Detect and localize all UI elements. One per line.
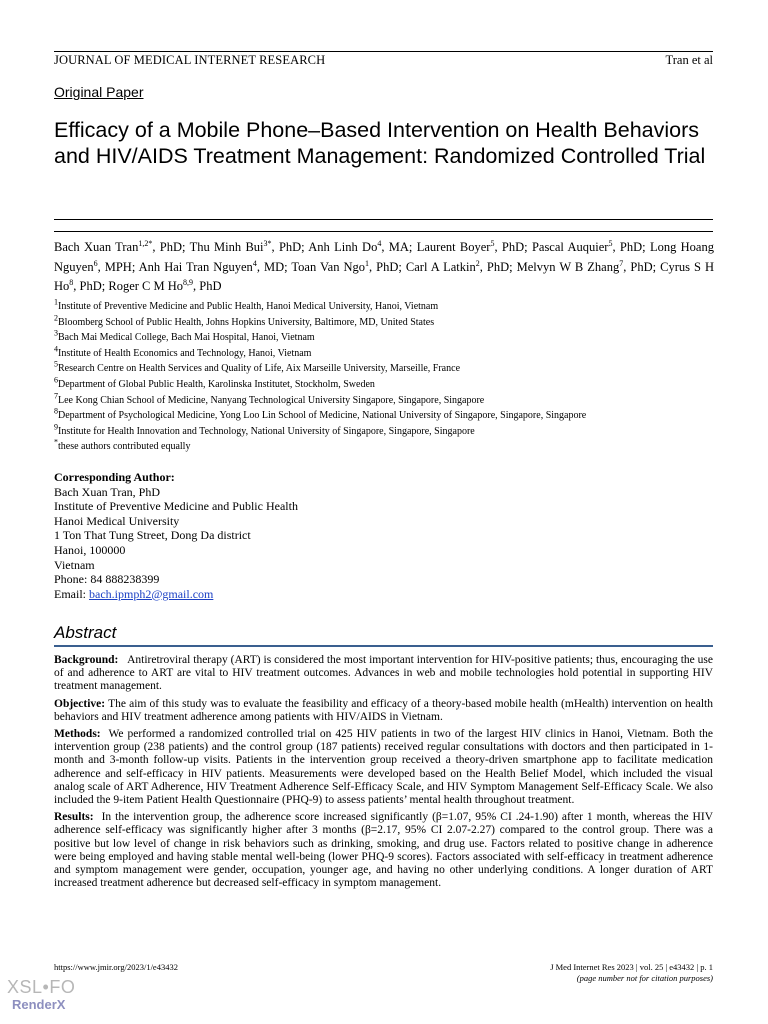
- author-degree: , PhD;: [479, 259, 517, 274]
- author-affiliation-marker: 4: [252, 258, 257, 268]
- author-affiliation-marker: 7: [619, 258, 624, 268]
- author: [108, 279, 221, 293]
- abstract-rule: [54, 645, 713, 647]
- footer-note: (page number not for citation purposes): [576, 973, 713, 983]
- affiliation-marker: 4: [54, 344, 58, 354]
- affiliation-text: Bloomberg School of Public Health, Johns Hopkins University, Baltimore, MD, United States: [58, 316, 435, 328]
- author-affiliation-marker: 5: [490, 238, 495, 248]
- authors-rule: [54, 231, 713, 232]
- abstract-background: [54, 654, 713, 694]
- author-name: Anh Hai Tran Nguyen: [138, 259, 253, 274]
- author-name: Thu Minh Bui: [189, 240, 264, 254]
- affiliation: [54, 330, 734, 346]
- affiliation-text: Department of Psychological Medicine, Yong Loo Lin School of Medicine, National University of Singapore, Singapore, Singapore: [58, 410, 587, 422]
- author: [532, 240, 650, 254]
- affiliation-text: these authors contributed equally: [58, 441, 191, 453]
- corresponding-line: Vietnam: [54, 557, 95, 572]
- author-affiliation-marker: 2: [475, 258, 480, 268]
- author: [54, 240, 190, 254]
- author-affiliation-marker: 3*: [263, 238, 272, 248]
- abstract-section-label: Objective:: [54, 697, 106, 710]
- author: [517, 260, 660, 274]
- author-name: Long Hoang Nguyen: [54, 240, 714, 274]
- author-affiliation-marker: 1: [365, 258, 369, 268]
- affiliation-marker: 3: [54, 328, 58, 338]
- affiliation-text: Institute for Health Innovation and Technology, National University of Singapore, Singapore, Singapore: [58, 425, 475, 437]
- abstract-body: [54, 654, 713, 894]
- affiliation-text: Research Centre on Health Services and Quality of Life, Aix Marseille University, Marseille, France: [58, 363, 461, 375]
- running-author: Tran et al: [665, 53, 713, 67]
- affiliation-marker: 5: [54, 360, 58, 370]
- author-name: Melvyn W B Zhang: [516, 259, 620, 274]
- author-degree: , PhD;: [73, 279, 109, 293]
- affiliation: [54, 424, 734, 440]
- author-name: Bach Xuan Tran: [54, 240, 139, 254]
- corresponding-line: Institute of Preventive Medicine and Public Health: [54, 499, 298, 514]
- affiliation-marker: 9: [54, 422, 58, 432]
- logo-line-1: XSL•FO: [7, 977, 76, 997]
- author-affiliation-marker: 1,2*: [138, 238, 153, 248]
- abstract-section-label: Methods:: [54, 728, 101, 741]
- email-line: [54, 587, 298, 602]
- affiliation-text: Institute of Preventive Medicine and Public Health, Hanoi Medical University, Hanoi, Vietnam: [58, 301, 439, 312]
- author: [190, 240, 309, 254]
- author-degree: , MPH;: [97, 259, 139, 274]
- header-rule: [54, 51, 713, 52]
- affiliation-marker: 1: [54, 297, 58, 307]
- abstract-heading: Abstract: [54, 623, 117, 642]
- affiliation: [54, 377, 734, 393]
- author-name: Toan Van Ngo: [291, 259, 365, 274]
- author-degree: , PhD: [193, 279, 222, 293]
- affiliation-text: Bach Mai Medical College, Bach Mai Hospital, Hanoi, Vietnam: [58, 332, 315, 344]
- email-link[interactable]: bach.ipmph2@gmail.com: [89, 586, 214, 601]
- author-degree: , PhD;: [369, 259, 406, 274]
- abstract-section-text: The aim of this study was to evaluate the feasibility and efficacy of a theory-based mobile health (mHealth) intervention on health behaviors and HIV treatment adherence among patients with HIV/AIDS in Vietnam.: [54, 697, 714, 723]
- affiliation: [54, 315, 734, 331]
- author-name: Anh Linh Do: [308, 240, 378, 254]
- corresponding-line: Phone: 84 888238399: [54, 572, 160, 587]
- abstract-objective: [54, 698, 713, 724]
- author-affiliation-marker: 4: [377, 238, 382, 248]
- abstract-section-label: Results:: [54, 811, 94, 824]
- affiliation: [54, 393, 734, 409]
- logo-line-2: RenderX: [12, 997, 66, 1012]
- affiliation-marker: 6: [54, 375, 58, 385]
- corresponding-author-block: [54, 470, 298, 601]
- author-name: Pascal Auquier: [531, 240, 609, 254]
- author: [308, 240, 416, 254]
- journal-name: JOURNAL OF MEDICAL INTERNET RESEARCH: [54, 53, 326, 67]
- affiliation: [54, 346, 734, 362]
- author-degree: , PhD;: [623, 259, 661, 274]
- author-name: Carl A Latkin: [405, 259, 476, 274]
- affiliation-text: Department of Global Public Health, Karolinska Institutet, Stockholm, Sweden: [58, 378, 375, 390]
- author-degree: , PhD;: [494, 240, 532, 254]
- corresponding-line: Bach Xuan Tran, PhD: [54, 484, 161, 499]
- article-type: Original Paper: [54, 84, 144, 100]
- corresponding-line: 1 Ton That Tung Street, Dong Da district: [54, 528, 251, 543]
- author-degree: , PhD;: [612, 240, 650, 254]
- author-list: [54, 238, 714, 297]
- footer-citation-block: [550, 962, 713, 984]
- article-url: https://www.jmir.org/2023/1/e43432: [54, 962, 178, 972]
- abstract-section-text: In the intervention group, the adherence score increased significantly (β=1.07, 95% CI .24-1.90) after 1 month, whereas the HIV adherence self-efficacy was significantly higher after 3 months (β=2.17, 95% CI 2.07-2.27) compared to the control group. There was a positive but low level of change in risk behaviors such as drinking, smoking, and drug use. Factors related to positive change in adherence were being employed and having stable mental well-being (lower PHQ-9 scores). Factors associated with self-efficacy in treatment adherence and symptom management were gender, occupation, younger age, and having no other underlying conditions. A longer duration of ART increased treatment adherence but decreased self-efficacy in symptom management.: [54, 811, 713, 890]
- author-affiliation-marker: 5: [608, 238, 613, 248]
- affiliation-text: Institute of Health Economics and Technology, Hanoi, Vietnam: [58, 347, 312, 359]
- affiliation-list: [54, 299, 734, 455]
- author-affiliation-marker: 8: [69, 277, 74, 287]
- affiliation: [54, 361, 734, 377]
- author-degree: , MA;: [381, 240, 417, 254]
- abstract-section-label: Background:: [54, 654, 119, 666]
- email-label: Email:: [54, 586, 89, 601]
- corresponding-line: Hanoi, 100000: [54, 542, 126, 557]
- affiliation-marker: 2: [54, 313, 58, 323]
- author-name: Cyrus S H Ho: [54, 259, 715, 293]
- affiliation: [54, 299, 734, 315]
- author-degree: , MD;: [256, 259, 292, 274]
- abstract-section-text: Antiretroviral therapy (ART) is considered the most important intervention for HIV-positive patients; thus, encouraging the use of and adherence to ART are vital to HIV treatment outcomes. Advances in web and mobile technologies hold potential in supporting HIV treatment management.: [54, 654, 714, 693]
- renderx-logo: [7, 977, 77, 1013]
- footer-citation: J Med Internet Res 2023 | vol. 25 | e43432 | p. 1: [550, 962, 713, 972]
- author-name: Laurent Boyer: [416, 240, 491, 254]
- author-degree: , PhD;: [152, 240, 190, 254]
- affiliation-marker: *: [54, 438, 58, 448]
- author: [406, 260, 517, 274]
- author-degree: , PhD;: [271, 240, 309, 254]
- author-affiliation-marker: 8,9: [183, 277, 194, 287]
- page-title: Efficacy of a Mobile Phone–Based Intervention on Health Behaviors and HIV/AIDS Treatment Management: Randomized Controlled Trial: [54, 118, 706, 168]
- affiliation-text: Lee Kong Chian School of Medicine, Nanyang Technological University Singapore, Singapore, Singapore: [58, 394, 485, 406]
- corresponding-author-label: Corresponding Author:: [54, 470, 175, 484]
- title-rule: [54, 219, 713, 220]
- author-name: Roger C M Ho: [108, 279, 184, 293]
- author-affiliation-marker: 6: [93, 258, 98, 268]
- author: [417, 240, 532, 254]
- affiliation: [54, 408, 734, 424]
- abstract-results: [54, 811, 713, 890]
- affiliation: [54, 439, 734, 455]
- abstract-section-text: We performed a randomized controlled trial on 425 HIV patients in two of the largest HIV clinics in Hanoi, Vietnam. Both the intervention group (238 patients) and the control group (187 patients) received regular consultations with doctors and then participated in 1-month and 3-month follow-up visits. Patients in the intervention group received a theory-driven smartphone app to facilitate medication adherence and self-efficacy in HIV patients. Measurements were developed based on the Health Belief Model, which included the visual analog scale of ART Adherence, HIV Treatment Adherence Self-Efficacy Scale, and HIV Symptom Management Self-Efficacy Scale. We also included the 9-item Patient Health Questionnaire (PHQ-9) to assess patients’ mental health throughout treatment.: [54, 728, 713, 807]
- corresponding-line: Hanoi Medical University: [54, 513, 180, 528]
- abstract-methods: [54, 728, 713, 807]
- author: [291, 260, 406, 274]
- affiliation-marker: 7: [54, 391, 58, 401]
- author: [139, 260, 292, 274]
- affiliation-marker: 8: [54, 406, 58, 416]
